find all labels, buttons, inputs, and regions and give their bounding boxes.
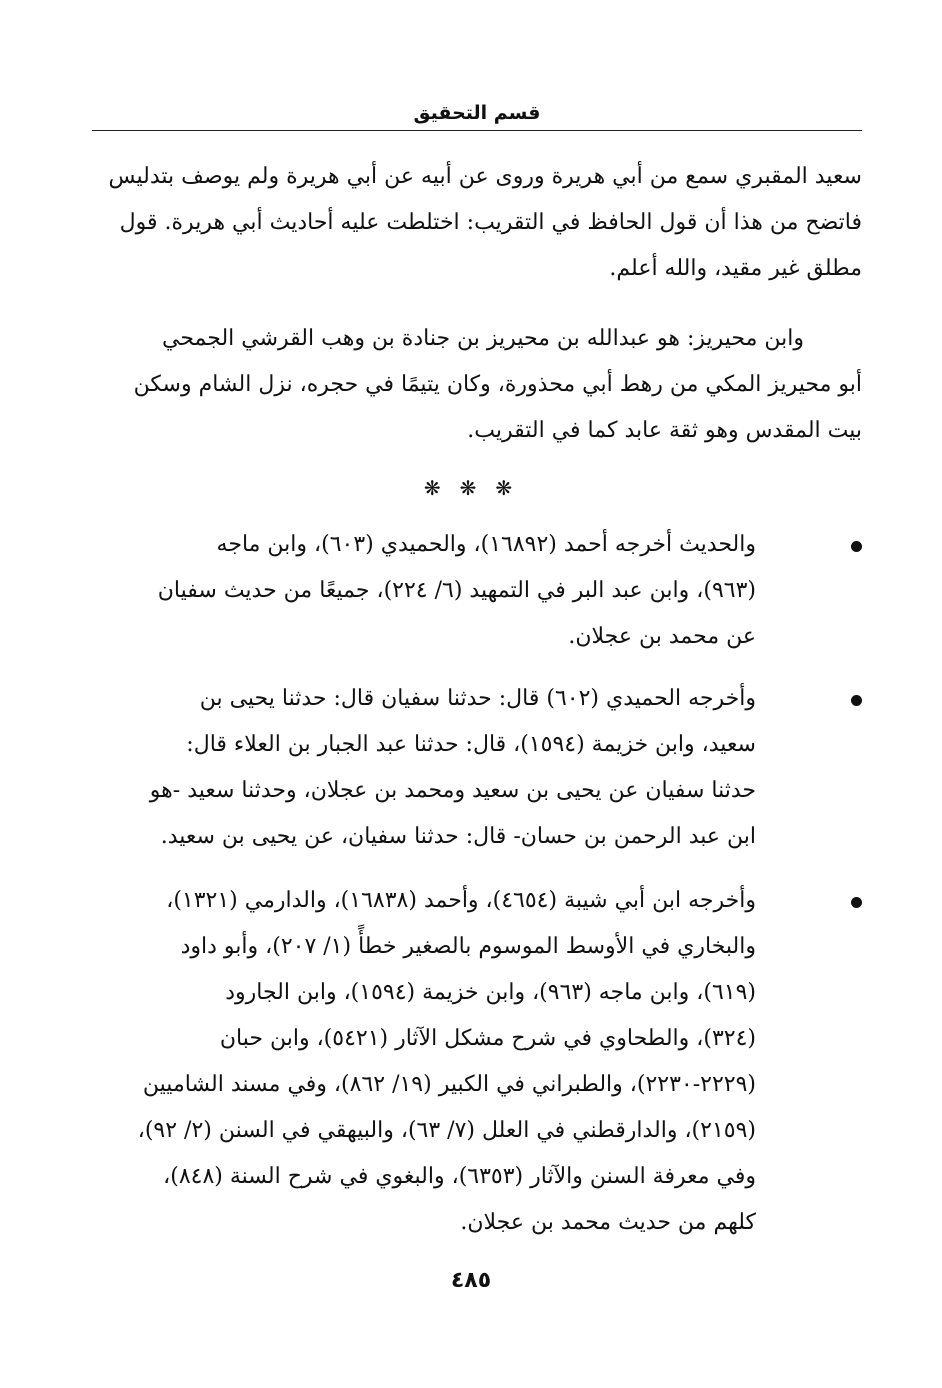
bullet-line: وأخرجه ابن أبي شيبة (٤٦٥٤)، وأحمد (١٦٨٣٨)، والدارمي (١٣٢١)، (166, 888, 756, 913)
bullet-text (92, 878, 756, 1246)
paragraph-1 (92, 154, 862, 292)
bullet-line: ابن عبد الرحمن بن حسان- قال: حدثنا سفيان، عن يحيى بن سعيد. (160, 824, 756, 849)
bullet-item (92, 878, 862, 1246)
running-header (92, 96, 862, 131)
bullet-dot-icon (851, 897, 862, 908)
bullet-item (92, 676, 862, 860)
bullet-line: والبخاري في الأوسط الموسوم بالصغير خطأً (١/ ٢٠٧)، وأبو داود (180, 934, 756, 959)
bullet-text (92, 522, 756, 660)
bullet-line: والحديث أخرجه أحمد (١٦٨٩٢)، والحميدي (٦٠٣)، وابن ماجه (216, 532, 756, 557)
section-separator: ❋ ❋ ❋ (423, 476, 519, 500)
bullet-line: حدثنا سفيان عن يحيى بن سعيد ومحمد بن عجلان، وحدثنا سعيد -هو (149, 778, 756, 803)
bullet-dot-icon (851, 695, 862, 706)
bullet-line: عن محمد بن عجلان. (568, 624, 756, 649)
bullet-line: (٢٢٢٩-٢٢٣٠)، والطبراني في الكبير (١٩/ ٨٦٢)، وفي مسند الشاميين (142, 1072, 756, 1097)
header-title: قسم التحقيق (413, 102, 541, 124)
paragraph-line: سعيد المقبري سمع من أبي هريرة وروى عن أبيه عن أبي هريرة ولم يوصف بتدليس (108, 164, 862, 189)
paragraph-line: فاتضح من هذا أن قول الحافظ في التقريب: اختلطت عليه أحاديث أبي هريرة. قول (119, 210, 862, 235)
bullet-text (92, 676, 756, 860)
bullet-line: (٣٢٤)، والطحاوي في شرح مشكل الآثار (٥٤٢١)، وابن حبان (219, 1026, 756, 1051)
bullet-line: سعيد، وابن خزيمة (١٥٩٤)، قال: حدثنا عبد الجبار بن العلاء قال: (186, 732, 756, 757)
bullet-line: (٢١٥٩)، والدارقطني في العلل (٧/ ٦٣)، والبيهقي في السنن (٢/ ٩٢)، (137, 1118, 756, 1143)
page-number: ٤٨٥ (450, 1268, 492, 1293)
bullet-line: كلهم من حديث محمد بن عجلان. (460, 1210, 756, 1235)
bullet-line: وأخرجه الحميدي (٦٠٢) قال: حدثنا سفيان قال: حدثنا يحيى بن (199, 686, 756, 711)
bullet-line: (٩٦٣)، وابن عبد البر في التمهيد (٦/ ٢٢٤)، جميعًا من حديث سفيان (157, 578, 756, 603)
paragraph-line: وابن محيريز: هو عبدالله بن محيريز بن جنادة بن وهب القرشي الجمحي (162, 326, 804, 351)
bullet-line: وفي معرفة السنن والآثار (٦٣٥٣)، والبغوي في شرح السنة (٨٤٨)، (163, 1164, 756, 1189)
paragraph-2 (92, 316, 862, 454)
paragraph-line: أبو محيريز المكي من رهط أبي محذورة، وكان يتيمًا في حجره، نزل الشام وسكن (133, 372, 862, 397)
bullet-dot-icon (851, 541, 862, 552)
paragraph-line: بيت المقدس وهو ثقة عابد كما في التقريب. (467, 418, 862, 443)
bullet-item (92, 522, 862, 660)
bullet-line: (٦١٩)، وابن ماجه (٩٦٣)، وابن خزيمة (١٥٩٤)، وابن الجارود (225, 980, 756, 1005)
paragraph-line: مطلق غير مقيد، والله أعلم. (609, 256, 862, 281)
